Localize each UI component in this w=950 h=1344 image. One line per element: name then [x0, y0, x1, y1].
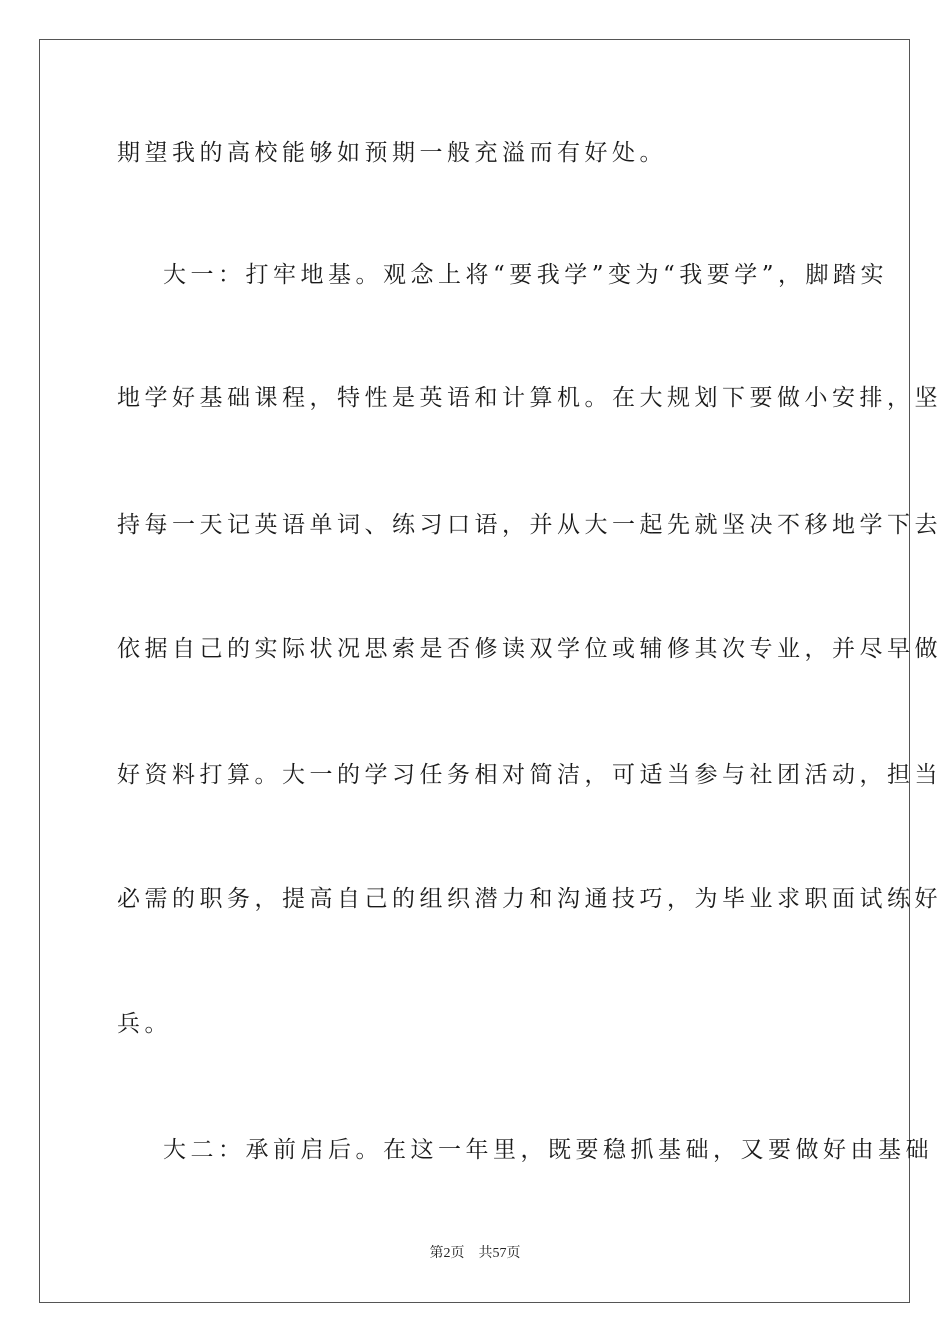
page-border	[39, 39, 910, 1303]
text-line-4: 持每一天记英语单词、练习口语，并从大一起先就坚决不移地学下去	[117, 512, 942, 538]
text-line-8: 兵。	[117, 1011, 172, 1037]
text-line-1: 期望我的高校能够如预期一般充溢而有好处。	[117, 140, 667, 166]
text-line-9: 大二：承前启后。在这一年里，既要稳抓基础，又要做好由基础	[163, 1137, 933, 1163]
page-footer	[0, 1245, 950, 1263]
text-line-7: 必需的职务，提高自己的组织潜力和沟通技巧，为毕业求职面试练好	[117, 886, 942, 912]
text-line-2: 大一：打牢地基。观念上将“要我学”变为“我要学”，脚踏实	[163, 262, 889, 288]
text-line-3: 地学好基础课程，特性是英语和计算机。在大规划下要做小安排，坚	[117, 385, 942, 411]
page-number: 第2页	[429, 1246, 465, 1261]
page-total: 共57页	[478, 1246, 521, 1261]
text-line-6: 好资料打算。大一的学习任务相对简洁，可适当参与社团活动，担当	[117, 762, 942, 788]
text-line-5: 依据自己的实际状况思索是否修读双学位或辅修其次专业，并尽早做	[117, 636, 942, 662]
